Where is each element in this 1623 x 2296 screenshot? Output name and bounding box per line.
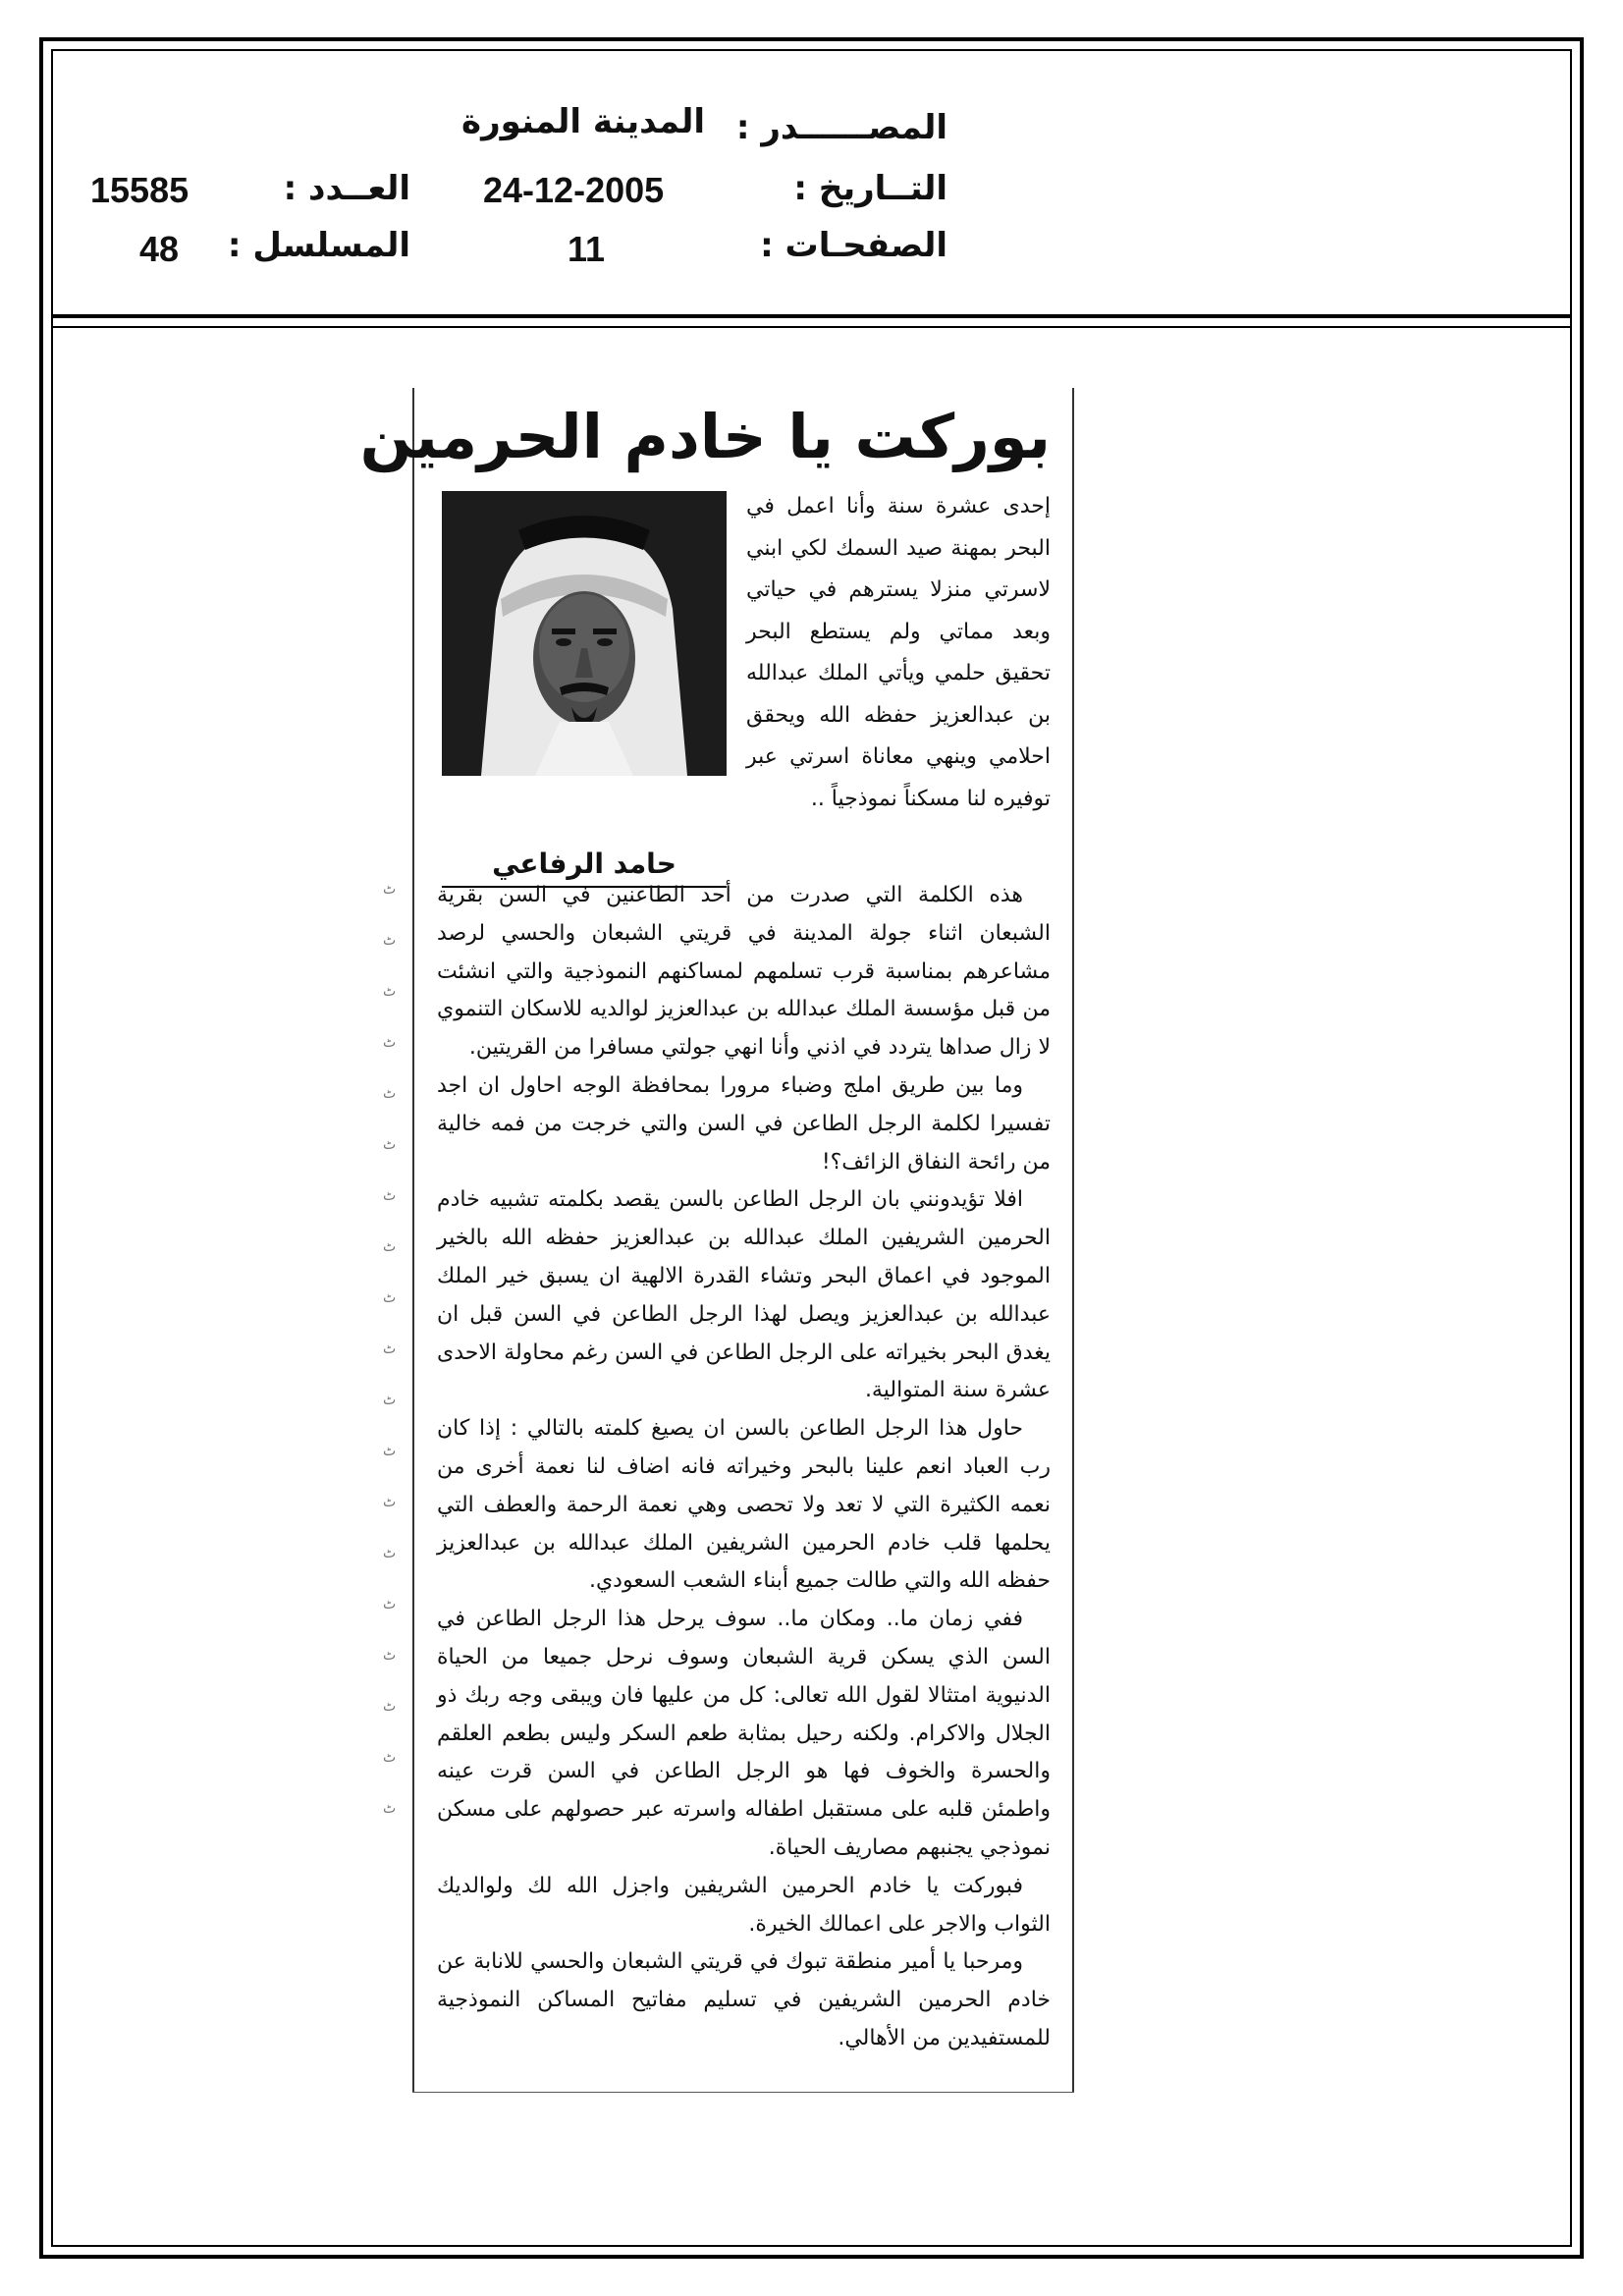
header-separator xyxy=(51,314,1572,318)
pages-value: 11 xyxy=(568,229,606,269)
source-value: المدينة المنورة xyxy=(461,102,706,141)
article-intro xyxy=(746,486,1051,820)
column-rule-left xyxy=(412,388,414,2092)
column-rule-right xyxy=(1072,388,1074,2092)
source-label: المصــــــدر : xyxy=(735,108,947,147)
issue-value: 15585 xyxy=(90,170,189,210)
body-paragraph-4: حاول هذا الرجل الطاعن بالسن ان يصيغ كلمته بالتالي : إذا كان رب العباد انعم علينا بالبحر وخيراته فانه اضاف لنا نعمة أخرى من نعمه الكثيرة التي لا تعد ولا تحصى وهي نعمة الرحمة والعطف التي يحلمها قلب خادم الحرمين الشريفين الملك عبدالله بن عبدالعزيز حفظه الله والتي طالت جميع أبناء الشعب السعودي. xyxy=(437,1416,1051,1594)
header-separator-thin xyxy=(51,326,1572,328)
scan-gutter-marks: ٹ ٹ ٹ ٹ ٹ ٹ ٹ ٹ ٹ ٹ ٹ ٹ ٹ ٹ ٹ ٹ ٹ ٹ ٹ xyxy=(383,882,397,1817)
body-paragraph-5: ففي زمان ما.. ومكان ما.. سوف يرحل هذا الرجل الطاعن في السن الذي يسكن قرية الشبعان وسوف نرحل جميعا من الحياة الدنيوية امتثالا لقول الله تعالى: كل من عليها فان ويبقى وجه ربك ذو الجلال والاكرام. ولكنه رحيل بمثابة طعم السكر وليس بطعم العلقم والحسرة والخوف فها هو الرجل الطاعن في السن قرت عينه واطمئن قلبه على مستقبل اطفاله واسرته عبر حصولهم على مسكن نموذجي يجنبهم مصاريف الحياة. xyxy=(437,1607,1051,1860)
intro-paragraph: إحدى عشرة سنة وأنا اعمل في البحر بمهنة صيد السمك لكي ابني لاسرتي منزلا يسترهم في حياتي وبعد مماتي ولم يستطع البحر تحقيق حلمي ويأتي الملك عبدالله بن عبدالعزيز حفظه الله ويحقق احلامي وينهي معاناة اسرتي عبر توفيره لنا مسكناً نموذجياً .. xyxy=(746,494,1051,811)
body-paragraph-1: هذه الكلمة التي صدرت من أحد الطاعنين في السن بقرية الشبعان اثناء جولة المدينة في قريتي الشبعان والحسي لرصد مشاعرهم بمناسبة قرب تسلمهم لمساكنهم النموذجية والتي انشئت من قبل مؤسسة الملك عبدالله بن عبدالعزيز لوالديه للاسكان التنموي لا زال صداها يتردد في اذني وأنا انهي جولتي مسافرا من القريتين. xyxy=(437,883,1051,1061)
author-byline: حامد الرفاعي xyxy=(492,847,676,880)
pages-label: الصفحـات : xyxy=(760,226,947,265)
author-photo xyxy=(442,491,727,776)
article-body xyxy=(437,877,1051,2058)
author-portrait-image xyxy=(442,491,727,776)
article-title: بوركت يا خادم الحرمين xyxy=(359,401,1051,472)
date-label: التــاريخ : xyxy=(793,169,947,208)
body-paragraph-3: افلا تؤيدونني بان الرجل الطاعن بالسن يقصد بكلمته تشبيه خادم الحرمين الشريفين الملك عبدالله بن عبدالعزيز حفظه الله بالخير الموجود في اعماق البحر وتشاء القدرة الالهية ان يسبق خير الملك عبدالله بن عبدالعزيز ويصل لهذا الرجل الطاعن في السن قبل ان يغدق البحر بخيراته على الرجل الطاعن في السن رغم محاولة الاحدى عشرة سنة المتوالية. xyxy=(437,1187,1051,1403)
body-paragraph-7: ومرحبا يا أمير منطقة تبوك في قريتي الشبعان والحسي للانابة عن خادم الحرمين الشريفين في تسليم مفاتيح المساكن النموذجية للمستفيدين من الأهالي. xyxy=(437,1949,1051,2050)
body-paragraph-2: وما بين طريق املج وضباء مرورا بمحافظة الوجه احاول ان اجد تفسيرا لكلمة الرجل الطاعن في السن والتي خرجت من فمه خالية من رائحة النفاق الزائف؟! xyxy=(437,1072,1051,1175)
column-rule-bottom xyxy=(412,2092,1074,2093)
serial-value: 48 xyxy=(139,229,180,269)
serial-label: المسلسل : xyxy=(227,226,410,265)
body-paragraph-6: فبوركت يا خادم الحرمين الشريفين واجزل الله لك ولوالديك الثواب والاجر على اعمالك الخيرة. xyxy=(437,1873,1051,1937)
issue-label: العــدد : xyxy=(283,169,410,208)
date-value: 24-12-2005 xyxy=(483,170,665,210)
